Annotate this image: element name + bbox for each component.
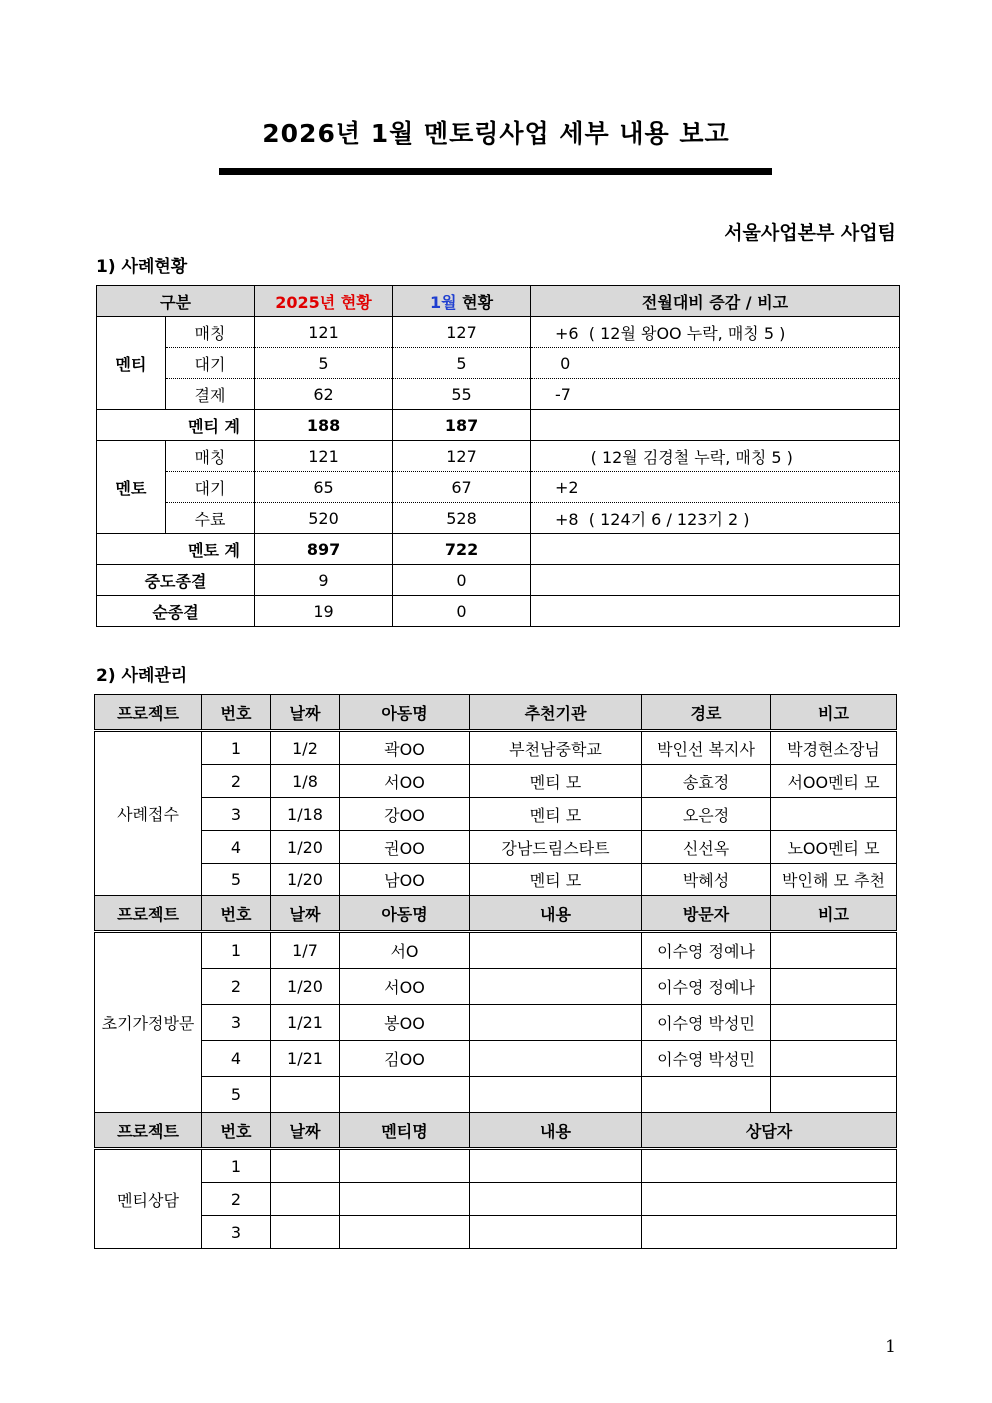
header-cell: 상담자 <box>642 1113 897 1149</box>
value-jan: 528 <box>393 503 531 534</box>
note: +6 ( 12월 왕OO 누락, 매칭 5 ) <box>531 317 900 348</box>
header-cell: 프로젝트 <box>95 695 202 731</box>
note: -7 <box>531 379 900 410</box>
table-row <box>97 379 900 410</box>
cell <box>470 1077 642 1113</box>
cell: 1/8 <box>271 765 340 798</box>
header-cell: 번호 <box>202 1113 271 1149</box>
header-cell: 날짜 <box>271 1113 340 1149</box>
table-row <box>95 1077 897 1113</box>
header-jan: 1월 현황 <box>393 286 531 317</box>
cell <box>470 1041 642 1077</box>
value-jan: 0 <box>393 565 531 596</box>
case-status-table <box>96 285 900 627</box>
cell <box>470 1149 642 1183</box>
cell: 곽OO <box>340 731 470 765</box>
row-label: 대기 <box>166 348 255 379</box>
section-case-management: 2) 사례관리 <box>96 666 188 686</box>
title-underline <box>219 168 772 175</box>
cell: 남OO <box>340 864 470 896</box>
cell <box>271 1077 340 1113</box>
cell <box>271 1183 340 1216</box>
cell <box>642 1183 897 1216</box>
value-jan: 55 <box>393 379 531 410</box>
table-row <box>95 731 897 765</box>
cell: 권OO <box>340 831 470 864</box>
cell: 오은정 <box>642 798 771 831</box>
total-2025: 897 <box>255 534 393 565</box>
value-2025: 121 <box>255 317 393 348</box>
cell <box>470 1216 642 1249</box>
note: 0 <box>531 348 900 379</box>
header-cell: 추천기관 <box>470 695 642 731</box>
value-jan: 0 <box>393 596 531 627</box>
cell: 강남드림스타트 <box>470 831 642 864</box>
total-jan: 187 <box>393 410 531 441</box>
header-cell: 내용 <box>470 896 642 932</box>
case-management-table <box>94 694 897 1249</box>
cell: 1/18 <box>271 798 340 831</box>
page-title: 2026년 1월 멘토링사업 세부 내용 보고 <box>262 119 730 148</box>
cell <box>271 1149 340 1183</box>
table-row <box>97 503 900 534</box>
table-row <box>95 831 897 864</box>
cell <box>470 1183 642 1216</box>
cell <box>340 1216 470 1249</box>
cell: 1/20 <box>271 831 340 864</box>
cell: 멘티 모 <box>470 864 642 896</box>
table-header-row <box>97 286 900 317</box>
cell: 강OO <box>340 798 470 831</box>
row-label: 결제 <box>166 379 255 410</box>
cell: 3 <box>202 798 271 831</box>
cell: 2 <box>202 1183 271 1216</box>
note: +2 <box>531 472 900 503</box>
header-cell: 내용 <box>470 1113 642 1149</box>
total-2025: 188 <box>255 410 393 441</box>
table-row <box>95 864 897 896</box>
table-row <box>95 798 897 831</box>
cell: 서OO <box>340 765 470 798</box>
project-visit: 초기가정방문 <box>95 932 202 1113</box>
cell <box>771 798 897 831</box>
cell: 1 <box>202 731 271 765</box>
note: +8 ( 124기 6 / 123기 2 ) <box>531 503 900 534</box>
row-label: 순종결 <box>97 596 255 627</box>
table-row <box>97 348 900 379</box>
note <box>531 596 900 627</box>
header-cell: 멘티명 <box>340 1113 470 1149</box>
value-2025: 121 <box>255 441 393 472</box>
group-mentee: 멘티 <box>97 317 166 410</box>
table-row <box>97 317 900 348</box>
cell: 1 <box>202 932 271 969</box>
cell: 신선옥 <box>642 831 771 864</box>
row-label: 중도종결 <box>97 565 255 596</box>
header-cell: 비고 <box>771 896 897 932</box>
value-jan: 127 <box>393 441 531 472</box>
table-row <box>97 596 900 627</box>
cell: 김OO <box>340 1041 470 1077</box>
visit-header-row <box>95 896 897 932</box>
table-row <box>95 1216 897 1249</box>
cell: 4 <box>202 1041 271 1077</box>
header-cell: 번호 <box>202 896 271 932</box>
cell: 이수영 박성민 <box>642 1041 771 1077</box>
cell: 이수영 박성민 <box>642 1005 771 1041</box>
cell: 3 <box>202 1005 271 1041</box>
organization-name: 서울사업본부 사업팀 <box>724 222 896 244</box>
value-2025: 9 <box>255 565 393 596</box>
header-cell: 경로 <box>642 695 771 731</box>
table-row-total <box>97 410 900 441</box>
cell: 노OO멘티 모 <box>771 831 897 864</box>
cell <box>771 969 897 1005</box>
cell: 3 <box>202 1216 271 1249</box>
note: ( 12월 김경철 누락, 매칭 5 ) <box>531 441 900 472</box>
cell <box>340 1183 470 1216</box>
row-label: 매칭 <box>166 441 255 472</box>
cell: 1/7 <box>271 932 340 969</box>
header-cell: 비고 <box>771 695 897 731</box>
header-category: 구분 <box>97 286 255 317</box>
header-cell: 날짜 <box>271 896 340 932</box>
header-cell: 번호 <box>202 695 271 731</box>
row-label: 대기 <box>166 472 255 503</box>
cell: 서OO <box>340 969 470 1005</box>
row-label: 매칭 <box>166 317 255 348</box>
table-row <box>97 565 900 596</box>
cell: 박인해 모 추천 <box>771 864 897 896</box>
table-row <box>95 1041 897 1077</box>
note <box>531 410 900 441</box>
cell: 1/21 <box>271 1005 340 1041</box>
value-2025: 5 <box>255 348 393 379</box>
cell: 부천남중학교 <box>470 731 642 765</box>
cell <box>271 1216 340 1249</box>
cell: 박경현소장님 <box>771 731 897 765</box>
intake-header-row <box>95 695 897 731</box>
cell <box>642 1216 897 1249</box>
cell: 박인선 복지사 <box>642 731 771 765</box>
total-jan: 722 <box>393 534 531 565</box>
project-counsel: 멘티상담 <box>95 1149 202 1249</box>
cell: 이수영 정예나 <box>642 969 771 1005</box>
table-row <box>97 441 900 472</box>
cell: 멘티 모 <box>470 798 642 831</box>
cell <box>771 1077 897 1113</box>
counsel-header-row <box>95 1113 897 1149</box>
value-2025: 520 <box>255 503 393 534</box>
table-row-total <box>97 534 900 565</box>
header-note: 전월대비 증감 / 비고 <box>531 286 900 317</box>
cell: 박혜성 <box>642 864 771 896</box>
header-cell: 아동명 <box>340 896 470 932</box>
table-row <box>97 472 900 503</box>
cell <box>340 1077 470 1113</box>
total-label: 멘티 계 <box>97 410 255 441</box>
project-intake: 사례접수 <box>95 731 202 896</box>
cell: 2 <box>202 969 271 1005</box>
header-2025: 2025년 현황 <box>255 286 393 317</box>
cell: 서O <box>340 932 470 969</box>
note <box>531 534 900 565</box>
value-2025: 19 <box>255 596 393 627</box>
note <box>531 565 900 596</box>
header-cell: 프로젝트 <box>95 1113 202 1149</box>
cell <box>771 1041 897 1077</box>
header-cell: 아동명 <box>340 695 470 731</box>
cell <box>771 932 897 969</box>
total-label: 멘토 계 <box>97 534 255 565</box>
value-2025: 65 <box>255 472 393 503</box>
cell <box>470 932 642 969</box>
header-cell: 프로젝트 <box>95 896 202 932</box>
cell: 4 <box>202 831 271 864</box>
header-cell: 날짜 <box>271 695 340 731</box>
cell <box>470 969 642 1005</box>
value-2025: 62 <box>255 379 393 410</box>
table-row <box>95 1149 897 1183</box>
cell: 1/2 <box>271 731 340 765</box>
table-row <box>95 932 897 969</box>
cell <box>771 1005 897 1041</box>
cell: 1/20 <box>271 864 340 896</box>
section-case-status: 1) 사례현황 <box>96 257 188 277</box>
table-row <box>95 765 897 798</box>
group-mentor: 멘토 <box>97 441 166 534</box>
page-number: 1 <box>885 1337 896 1357</box>
cell <box>642 1077 771 1113</box>
cell: 이수영 정예나 <box>642 932 771 969</box>
cell: 봉OO <box>340 1005 470 1041</box>
row-label: 수료 <box>166 503 255 534</box>
cell <box>340 1149 470 1183</box>
table-row <box>95 969 897 1005</box>
cell <box>470 1005 642 1041</box>
cell: 5 <box>202 1077 271 1113</box>
cell <box>642 1149 897 1183</box>
cell: 1 <box>202 1149 271 1183</box>
value-jan: 67 <box>393 472 531 503</box>
cell: 서OO멘티 모 <box>771 765 897 798</box>
value-jan: 5 <box>393 348 531 379</box>
table-row <box>95 1183 897 1216</box>
cell: 2 <box>202 765 271 798</box>
cell: 멘티 모 <box>470 765 642 798</box>
header-cell: 방문자 <box>642 896 771 932</box>
cell: 1/21 <box>271 1041 340 1077</box>
table-row <box>95 1005 897 1041</box>
cell: 5 <box>202 864 271 896</box>
cell: 1/20 <box>271 969 340 1005</box>
cell: 송효정 <box>642 765 771 798</box>
value-jan: 127 <box>393 317 531 348</box>
